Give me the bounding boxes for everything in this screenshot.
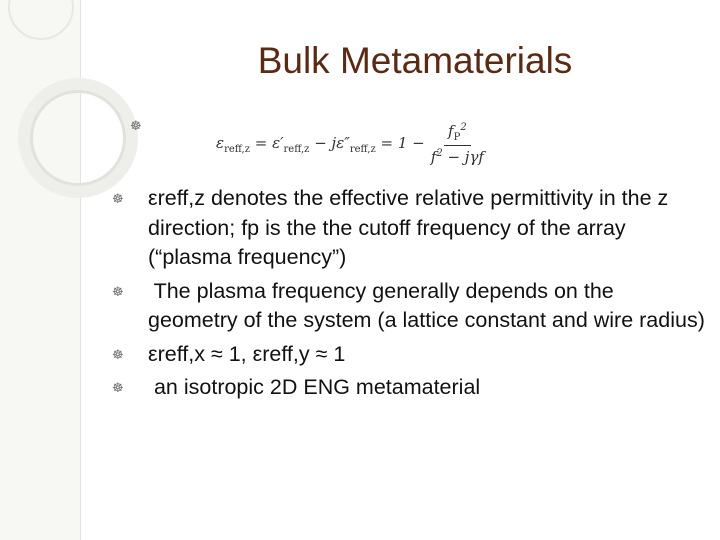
- slide-title: Bulk Metamaterials: [257, 40, 573, 81]
- wingding-bullet-icon: ☸: [112, 380, 124, 395]
- wingding-bullet-icon: ☸: [130, 118, 142, 133]
- bullet-text: εreff,z denotes the effective relative permittivity in the z direction; fp is the the cutoff frequency of the array (“plasma frequency”): [148, 186, 669, 269]
- bullet-item: [112, 184, 705, 273]
- bullet-text: The plasma frequency generally depends on the geometry of the system (a lattice constant and wire radius): [148, 278, 705, 332]
- bullet-item: [112, 373, 705, 403]
- bullet-item: [112, 277, 705, 336]
- wingding-bullet-icon: ☸: [112, 346, 124, 362]
- wingding-bullet-icon: ☸: [112, 191, 124, 206]
- bullet-text: an isotropic 2D ENG metamaterial: [148, 375, 481, 399]
- bullet-list: [112, 184, 705, 403]
- bullet-text: εreff,x ≈ 1, εreff,y ≈ 1: [148, 341, 346, 366]
- permittivity-equation: $\varepsilon_{reff,z} = \varepsilon'_{reff,z} - j\varepsilon''_{reff,z} = 1$ − $\frac{f_P^2}{f^2 - j\gamma f}$: [216, 122, 484, 166]
- equation-fraction: $\frac{f_P^2}{f^2 - j\gamma f}$: [430, 122, 484, 166]
- wingding-bullet-icon: ☸: [112, 283, 124, 299]
- decorative-ring-inner: [30, 90, 126, 186]
- bullet-item: [112, 340, 705, 370]
